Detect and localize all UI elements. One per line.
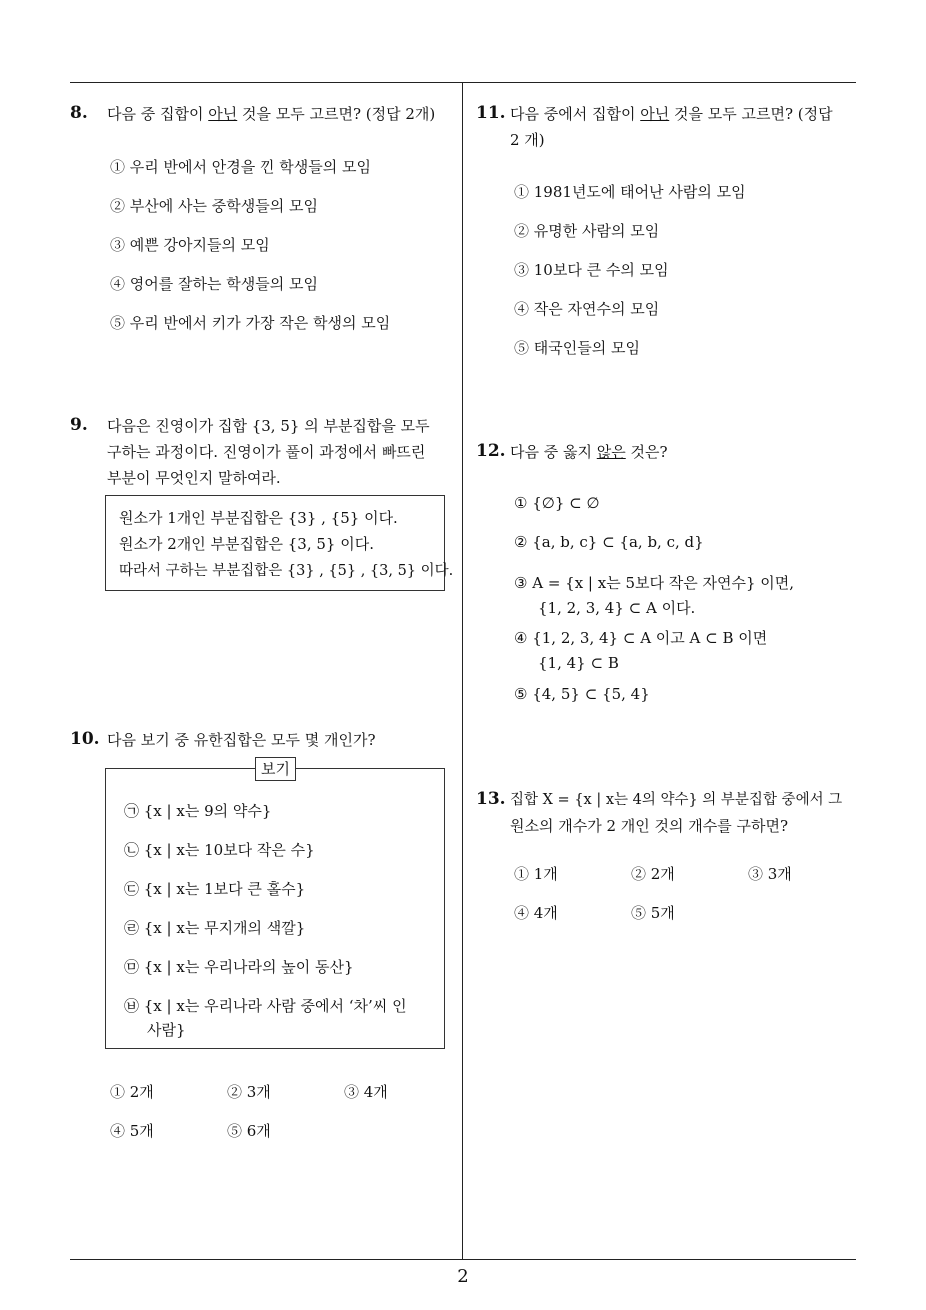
q12-option-5[interactable]: ⑤ {4, 5} ⊂ {5, 4}	[514, 685, 650, 703]
q12-number: 12.	[476, 441, 506, 461]
q8-option-5[interactable]: ⑤ 우리 반에서 키가 가장 작은 학생의 모임	[110, 314, 391, 332]
q9-box-line-3: 따라서 구하는 부분집합은 {3} , {5} , {3, 5} 이다.	[119, 563, 454, 579]
q11-option-3[interactable]: ③ 10보다 큰 수의 모임	[514, 261, 669, 279]
q10-item-4: ㉣ {x | x는 무지개의 색깔}	[124, 919, 306, 937]
q11-number: 11.	[476, 103, 506, 123]
q9-line-3: 부분이 무엇인지 말하여라.	[107, 469, 281, 487]
q8-number: 8.	[70, 103, 88, 123]
q10-item-3: ㉢ {x | x는 1보다 큰 홀수}	[124, 880, 306, 898]
q11-option-2[interactable]: ② 유명한 사람의 모임	[514, 222, 660, 240]
q13-option-1[interactable]: ① 1개	[514, 865, 558, 883]
q10-number: 10.	[70, 729, 100, 749]
q12-option-3[interactable]: ③ A = {x | x는 5보다 작은 자연수} 이면,	[514, 574, 795, 592]
q10-option-5[interactable]: ⑤ 6개	[227, 1122, 271, 1140]
q12-option-3-cont: {1, 2, 3, 4} ⊂ A 이다.	[538, 599, 696, 617]
page-number: 2	[457, 1266, 469, 1287]
q12-option-2[interactable]: ② {a, b, c} ⊂ {a, b, c, d}	[514, 533, 704, 551]
q11-underlined-word: 아닌	[640, 105, 670, 123]
q10-item-6-cont: 사람}	[147, 1021, 186, 1039]
q13-line-2: 원소의 개수가 2 개인 것의 개수를 구하면?	[510, 817, 789, 835]
q10-option-3[interactable]: ③ 4개	[344, 1083, 388, 1101]
q13-option-4[interactable]: ④ 4개	[514, 904, 558, 922]
q9-line-1: 다음은 진영이가 집합 {3, 5} 의 부분집합을 모두	[107, 417, 430, 435]
q8-text: 다음 중 집합이 아닌 것을 모두 고르면? (정답 2개)	[107, 105, 436, 123]
q8-option-2[interactable]: ② 부산에 사는 중학생들의 모임	[110, 197, 318, 215]
q11-option-4[interactable]: ④ 작은 자연수의 모임	[514, 300, 660, 318]
q10-option-2[interactable]: ② 3개	[227, 1083, 271, 1101]
bottom-rule	[70, 1259, 856, 1260]
q8-option-3[interactable]: ③ 예쁜 강아지들의 모임	[110, 236, 270, 254]
q11-option-5[interactable]: ⑤ 태국인들의 모임	[514, 339, 640, 357]
q12-underlined-word: 않은	[596, 443, 626, 461]
q9-number: 9.	[70, 415, 88, 435]
q8-option-1[interactable]: ① 우리 반에서 안경을 낀 학생들의 모임	[110, 158, 371, 176]
q13-option-5[interactable]: ⑤ 5개	[631, 904, 675, 922]
q9-box-line-1: 원소가 1개인 부분집합은 {3} , {5} 이다.	[119, 509, 398, 527]
q10-option-4[interactable]: ④ 5개	[110, 1122, 154, 1140]
q10-item-2: ㉡ {x | x는 10보다 작은 수}	[124, 841, 315, 859]
q9-line-2: 구하는 과정이다. 진영이가 풀이 과정에서 빠뜨린	[107, 443, 426, 461]
q11-option-1[interactable]: ① 1981년도에 태어난 사람의 모임	[514, 183, 746, 201]
q9-box-line-2: 원소가 2개인 부분집합은 {3, 5} 이다.	[119, 535, 374, 553]
q12-option-4-cont: {1, 4} ⊂ B	[538, 654, 619, 672]
q10-bogi-label: 보기	[255, 757, 296, 781]
q10-item-1: ㉠ {x | x는 9의 약수}	[124, 802, 272, 820]
q12-option-4[interactable]: ④ {1, 2, 3, 4} ⊂ A 이고 A ⊂ B 이면	[514, 629, 768, 647]
q13-number: 13.	[476, 789, 506, 809]
q10-item-5: ㉤ {x | x는 우리나라의 높이 동산}	[124, 958, 354, 976]
q11-text-line-2: 2 개)	[510, 131, 545, 149]
q10-option-1[interactable]: ① 2개	[110, 1083, 154, 1101]
q8-underlined-word: 아닌	[208, 105, 238, 123]
q11-text: 다음 중에서 집합이 아닌 것을 모두 고르면? (정답	[510, 105, 833, 123]
q10-text: 다음 보기 중 유한집합은 모두 몇 개인가?	[107, 731, 376, 749]
q10-item-6: ㉥ {x | x는 우리나라 사람 중에서 ‘차’씨 인	[124, 997, 407, 1015]
q13-line-1: 집합 X = {x | x는 4의 약수} 의 부분집합 중에서 그	[510, 792, 843, 808]
column-divider	[462, 83, 463, 1259]
q13-option-2[interactable]: ② 2개	[631, 865, 675, 883]
q12-option-1[interactable]: ① {∅} ⊂ ∅	[514, 494, 600, 512]
q13-option-3[interactable]: ③ 3개	[748, 865, 792, 883]
top-rule	[70, 82, 856, 83]
q8-option-4[interactable]: ④ 영어를 잘하는 학생들의 모임	[110, 275, 318, 293]
q12-text: 다음 중 옳지 않은 것은?	[510, 443, 668, 461]
